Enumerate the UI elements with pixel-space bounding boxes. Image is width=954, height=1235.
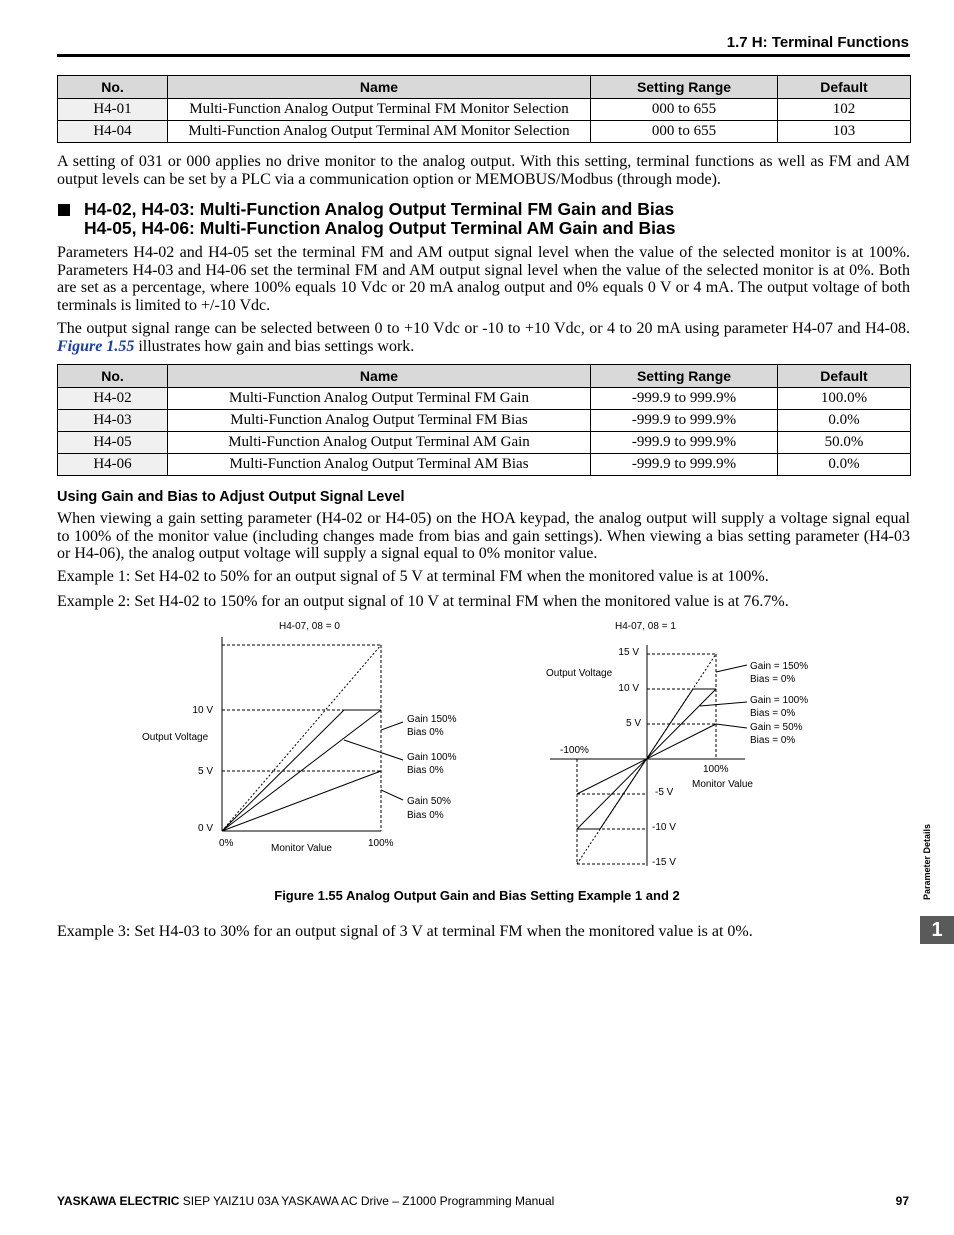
param-range: 000 to 655 <box>591 99 778 121</box>
param-range: -999.9 to 999.9% <box>591 388 778 410</box>
y-axis-label: Output Voltage <box>546 668 613 679</box>
label-bias-0: Bias = 0% <box>750 735 796 746</box>
graph-right <box>546 621 808 868</box>
label-gain-50: Gain = 50% <box>750 722 803 733</box>
paragraph-example-1: Example 1: Set H4-02 to 50% for an output signal of 5 V at terminal FM when the monitored value is at 100%. <box>57 568 769 585</box>
param-no: H4-01 <box>58 99 168 121</box>
param-name: Multi-Function Analog Output Terminal FM Gain <box>168 388 591 410</box>
param-name: Multi-Function Analog Output Terminal FM Bias <box>168 410 591 432</box>
line-gain-50 <box>222 771 381 831</box>
y-tick-10v: 10 V <box>192 705 213 716</box>
table-header-default: Default <box>778 365 911 388</box>
paragraph-gain-bias: Parameters H4-02 and H4-05 set the terminal FM and AM output signal level when the value of the selected monitor is at 100%. Parameters H4-03 and H4-06 set the terminal FM and AM output signal level when the value of the selected monitor is at 0%. Both are set as a percentage, where 100% equals 10 Vdc or 20 mA analog output and 0% equals 0 V or 4 mA. The output voltage of both terminals is limited to +/-10 Vdc. <box>57 244 910 314</box>
side-chapter-label <box>922 800 936 900</box>
paragraph-text: The output signal range can be selected between 0 to +10 Vdc or -10 to +10 Vdc, or 4 to 20 mA using parameter H4-07 and H4-08. <box>57 320 910 337</box>
gain-150-extension <box>222 645 381 831</box>
param-no: H4-04 <box>58 121 168 143</box>
paragraph-example-2: Example 2: Set H4-02 to 150% for an output signal of 10 V at terminal FM when the monitored value is at 76.7%. <box>57 593 789 610</box>
footer-doc-info <box>57 1194 554 1208</box>
param-default: 102 <box>778 99 911 121</box>
label-bias-0: Bias 0% <box>407 765 444 776</box>
y-tick-0v: 0 V <box>197 823 213 834</box>
param-name: Multi-Function Analog Output Terminal FM Monitor Selection <box>168 99 591 121</box>
label-bias-0: Bias = 0% <box>750 708 796 719</box>
subheading: Using Gain and Bias to Adjust Output Signal Level <box>57 489 405 505</box>
leader-gain-150 <box>716 665 747 672</box>
paragraph-example-3: Example 3: Set H4-03 to 30% for an output signal of 3 V at terminal FM when the monitored value is at 0%. <box>57 923 753 940</box>
label-gain-100: Gain 100% <box>407 752 457 763</box>
footer-doc-title: SIEP YAIZ1U 03A YASKAWA AC Drive – Z1000 Programming Manual <box>179 1194 555 1208</box>
label-bias-0: Bias 0% <box>407 727 444 738</box>
y-tick-10v: 10 V <box>618 683 639 694</box>
table-header-name: Name <box>168 365 591 388</box>
param-name: Multi-Function Analog Output Terminal AM Gain <box>168 432 591 454</box>
x-axis-label: Monitor Value <box>271 843 332 854</box>
table-header-no: No. <box>58 76 168 99</box>
x-tick-100pct: 100% <box>368 838 394 849</box>
graph-left <box>142 621 457 854</box>
y-tick-neg10v: -10 V <box>652 822 676 833</box>
x-tick-neg100pct: -100% <box>560 745 589 756</box>
table-header-name: Name <box>168 76 591 99</box>
y-tick-neg5v: -5 V <box>655 787 674 798</box>
param-name: Multi-Function Analog Output Terminal AM Monitor Selection <box>168 121 591 143</box>
side-chapter-label-text: Parameter Details <box>922 823 932 900</box>
param-no: H4-02 <box>58 388 168 410</box>
figure-caption: Figure 1.55 Analog Output Gain and Bias Setting Example 1 and 2 <box>274 888 680 903</box>
leader-gain-100 <box>700 702 747 706</box>
param-default: 100.0% <box>778 388 911 410</box>
label-gain-150: Gain 150% <box>407 714 457 725</box>
label-gain-100: Gain = 100% <box>750 695 809 706</box>
label-bias-0: Bias 0% <box>407 810 444 821</box>
label-gain-150: Gain = 150% <box>750 661 809 672</box>
param-no: H4-06 <box>58 454 168 476</box>
graph-left-title: H4-07, 08 = 0 <box>279 621 340 632</box>
chapter-number-tab: 1 <box>920 916 954 944</box>
y-tick-5v: 5 V <box>197 766 213 777</box>
param-default: 103 <box>778 121 911 143</box>
section-title-line1: H4-02, H4-03: Multi-Function Analog Output Terminal FM Gain and Bias <box>84 199 675 219</box>
y-tick-15v: 15 V <box>618 647 639 658</box>
param-default: 0.0% <box>778 410 911 432</box>
table-header-range: Setting Range <box>591 365 778 388</box>
param-range: -999.9 to 999.9% <box>591 454 778 476</box>
param-range: -999.9 to 999.9% <box>591 410 778 432</box>
param-name: Multi-Function Analog Output Terminal AM Bias <box>168 454 591 476</box>
param-range: -999.9 to 999.9% <box>591 432 778 454</box>
section-header-title: 1.7 H: Terminal Functions <box>726 34 909 51</box>
paragraph-monitor-note: A setting of 031 or 000 applies no drive monitor to the analog output. With this setting, terminal functions as well as FM and AM output levels can be set by a PLC via a communication option or MEMOBUS/Modbus (through mode). <box>57 153 910 188</box>
leader-gain-50 <box>716 724 747 728</box>
table-header-range: Setting Range <box>591 76 778 99</box>
param-no: H4-03 <box>58 410 168 432</box>
table-header-default: Default <box>778 76 911 99</box>
x-tick-0pct: 0% <box>219 838 234 849</box>
graph-right-title: H4-07, 08 = 1 <box>615 621 676 632</box>
param-range: 000 to 655 <box>591 121 778 143</box>
section-title-line2: H4-05, H4-06: Multi-Function Analog Output Terminal AM Gain and Bias <box>84 218 676 238</box>
param-no: H4-05 <box>58 432 168 454</box>
leader-gain-100 <box>344 740 403 760</box>
figure-link[interactable]: Figure 1.55 <box>57 337 135 355</box>
y-tick-neg15v: -15 V <box>652 857 676 868</box>
footer-brand: YASKAWA ELECTRIC <box>57 1194 180 1208</box>
x-axis-label: Monitor Value <box>692 779 753 790</box>
table-header-no: No. <box>58 365 168 388</box>
label-bias-0: Bias = 0% <box>750 674 796 685</box>
paragraph-text: illustrates how gain and bias settings work. <box>134 337 415 355</box>
param-default: 0.0% <box>778 454 911 476</box>
y-axis-label: Output Voltage <box>142 732 209 743</box>
param-default: 50.0% <box>778 432 911 454</box>
leader-gain-150 <box>381 722 403 730</box>
paragraph-hoa-keypad: When viewing a gain setting parameter (H4-02 or H4-05) on the HOA keypad, the analog output will supply a voltage signal equal to 100% of the monitor value (including changes made from bias and gain settings). When viewing a bias setting parameter (H4-03 or H4-06), the analog output voltage will supply a signal equal to 0% monitor value. <box>57 510 910 562</box>
y-tick-5v: 5 V <box>625 718 641 729</box>
x-tick-100pct: 100% <box>703 764 729 775</box>
leader-gain-50 <box>381 790 403 800</box>
page-number: 97 <box>895 1194 909 1208</box>
label-gain-50: Gain 50% <box>407 796 451 807</box>
